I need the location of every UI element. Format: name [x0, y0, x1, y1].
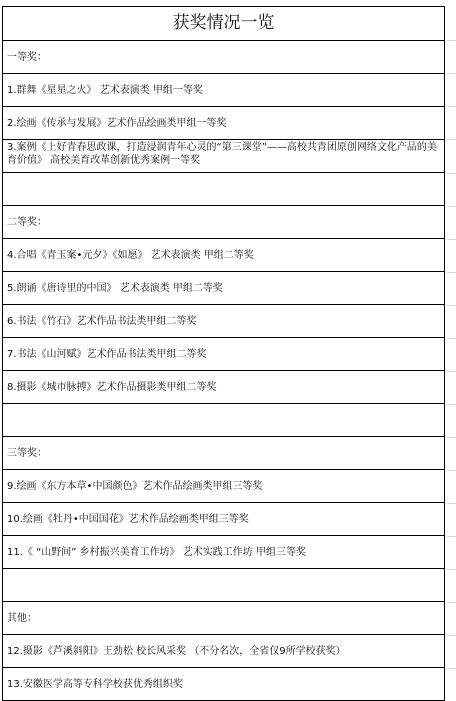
section-header-third-prize[interactable]	[3, 437, 444, 470]
table-row[interactable]	[3, 635, 444, 668]
grid-line	[447, 106, 456, 107]
table-row[interactable]	[3, 74, 444, 107]
table-row[interactable]	[3, 470, 444, 503]
award-entry: 4.合唱《青玉案•元夕》《如愿》 艺术表演类 甲组二等奖	[7, 249, 254, 261]
award-entry: 3.案例《上好青春思政课，打造浸润青年心灵的“第三课堂”——高校共青团原创网络文化产品的美育价值》 高校美育改革创新优秀案例一等奖	[7, 142, 437, 166]
grid-line	[447, 73, 456, 74]
table-row[interactable]	[3, 536, 444, 569]
section-label: 三等奖：	[7, 447, 47, 459]
empty-row[interactable]	[3, 404, 444, 437]
section-header-other[interactable]	[3, 602, 444, 635]
grid-line	[447, 569, 456, 570]
grid-line	[447, 338, 456, 339]
empty-row[interactable]	[3, 569, 444, 602]
award-entry: 12.摄影《芦溪斜阳》王劲松 校长风采奖 （不分名次，全省仅9所学校获奖）	[7, 645, 346, 657]
award-entry: 6.书法《竹石》艺术作品书法类甲组二等奖	[7, 315, 197, 327]
table-row[interactable]	[3, 140, 444, 173]
table-row[interactable]	[3, 107, 444, 140]
section-label: 二等奖：	[7, 216, 47, 228]
award-entry: 7.书法《山河赋》艺术作品书法类甲组二等奖	[7, 348, 207, 360]
table-row[interactable]	[3, 305, 444, 338]
awards-table	[2, 6, 445, 701]
grid-line	[447, 305, 456, 306]
grid-line	[447, 239, 456, 240]
grid-line	[447, 173, 456, 174]
grid-line	[447, 139, 456, 140]
page-title: 获奖情况一览	[172, 13, 275, 33]
award-entry: 5.朗诵《唐诗里的中国》 艺术表演类 甲组二等奖	[7, 282, 223, 294]
award-entry: 2.绘画《传承与发展》艺术作品绘画类甲组一等奖	[7, 117, 227, 129]
table-row[interactable]	[3, 239, 444, 272]
grid-line	[447, 272, 456, 273]
table-row[interactable]	[3, 503, 444, 536]
grid-line	[447, 635, 456, 636]
table-title-cell[interactable]	[3, 7, 444, 41]
empty-row[interactable]	[3, 173, 444, 206]
table-row[interactable]	[3, 668, 444, 701]
table-row[interactable]	[3, 371, 444, 404]
award-entry: 11.《 “山野间” 乡村振兴美育工作坊》 艺术实践工作坊 甲组三等奖	[7, 546, 306, 558]
award-entry: 9.绘画《东方本草•中国颜色》艺术作品绘画类甲组三等奖	[7, 480, 263, 492]
grid-line	[447, 503, 456, 504]
table-row[interactable]	[3, 338, 444, 371]
grid-line	[447, 371, 456, 372]
grid-line	[447, 437, 456, 438]
section-label: 一等奖：	[7, 51, 47, 63]
grid-line	[447, 470, 456, 471]
grid-line	[447, 206, 456, 207]
award-entry: 13.安徽医学高等专科学校获优秀组织奖	[7, 678, 183, 690]
grid-margin	[447, 0, 456, 698]
grid-line	[447, 536, 456, 537]
award-entry: 8.摄影《城市脉搏》艺术作品摄影类甲组二等奖	[7, 381, 217, 393]
award-entry: 10.绘画《牡丹•中国国花》艺术作品绘画类甲组三等奖	[7, 513, 249, 525]
grid-line	[447, 668, 456, 669]
award-entry: 1.群舞《星星之火》 艺术表演类 甲组一等奖	[7, 84, 203, 96]
table-row[interactable]	[3, 272, 444, 305]
section-header-second-prize[interactable]	[3, 206, 444, 239]
section-label: 其他：	[7, 612, 37, 624]
grid-line	[447, 40, 456, 41]
grid-line	[447, 602, 456, 603]
section-header-first-prize[interactable]	[3, 41, 444, 74]
grid-line	[447, 404, 456, 405]
